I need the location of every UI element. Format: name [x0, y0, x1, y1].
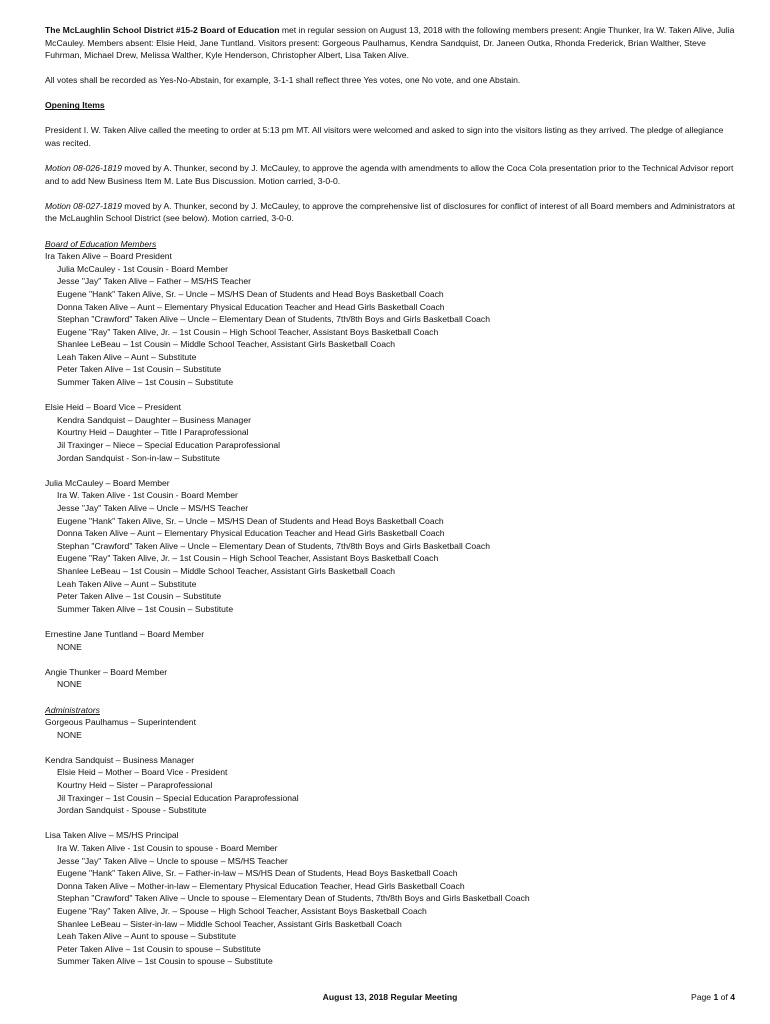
- group-title: Gorgeous Paulhamus – Superintendent: [45, 717, 196, 728]
- relation-group: [45, 829, 735, 968]
- relation-entry: Kourtny Heid – Daughter – Title I Paraprofessional: [57, 427, 249, 438]
- relation-entry: NONE: [57, 679, 82, 690]
- relation-entry: Stephan "Crawford" Taken Alive – Uncle – Elementary Dean of Students, 7th/8th Boys and Girls Basketball Coach: [57, 540, 491, 551]
- relation-entry: Jesse "Jay" Taken Alive – Father – MS/HS Teacher: [57, 276, 251, 287]
- relation-entry: Eugene "Hank" Taken Alive, Sr. – Uncle – MS/HS Dean of Students and Head Boys Basketball Coach: [57, 515, 444, 526]
- group-title: Ernestine Jane Tuntland – Board Member: [45, 628, 205, 639]
- relation-group: [45, 754, 735, 817]
- page-current: 1: [713, 992, 719, 1002]
- relation-entry: Summer Taken Alive – 1st Cousin to spouse – Substitute: [57, 956, 273, 967]
- relation-entry: Jordan Sandquist - Spouse - Substitute: [57, 805, 207, 816]
- page-prefix: Page: [691, 992, 714, 1002]
- group-title: Julia McCauley – Board Member: [45, 477, 170, 488]
- relation-entry: Jesse "Jay" Taken Alive – Uncle – MS/HS Teacher: [57, 503, 249, 513]
- motion-id: Motion 08-026-1819: [45, 163, 122, 174]
- relation-entry: Eugene "Hank" Taken Alive, Sr. – Uncle – MS/HS Dean of Students and Head Boys Basketball Coach: [57, 288, 444, 299]
- intro-lead: The McLaughlin School District #15-2 Board of Education: [45, 25, 280, 35]
- board-members-heading: Board of Education Members: [45, 238, 157, 249]
- relation-entry: Jesse "Jay" Taken Alive – Uncle to spouse – MS/HS Teacher: [57, 855, 288, 866]
- relation-entry: Kourtny Heid – Sister – Paraprofessional: [57, 780, 213, 791]
- page-total: 4: [730, 992, 735, 1002]
- opening-paragraph: President I. W. Taken Alive called the meeting to order at 5:13 pm MT. All visitors were welcomed and asked to sign into the visitors listing as they arrived. The pledge of allegiance was recited.: [45, 125, 724, 149]
- intro-paragraph: [45, 24, 735, 62]
- relation-entry: Jordan Sandquist - Son-in-law – Substitute: [57, 452, 220, 463]
- relation-entry: Jil Traxinger – 1st Cousin – Special Education Paraprofessional: [57, 792, 299, 803]
- intro-rest: met in regular session on August 13, 2018 with the following members present: Angie Thunker, Ira W. Taken Alive, Julia McCauley. Members absent: Elsie Heid, Jane Tuntland. Visitors present: Gorgeous Paulhamus, Kendra Sandquist, Dr. Janeen Outka, Rhonda Frederick, Brian Walther, Steve Fuhrman, Michael Drew, Melissa Walther, Kyle Henderson, Christopher Albert, Lisa Taken Alive.: [45, 25, 735, 61]
- relation-entry: Stephan "Crawford" Taken Alive – Uncle – Elementary Dean of Students, 7th/8th Boys and Girls Basketball Coach: [57, 314, 491, 325]
- relation-entry: Ira W. Taken Alive - 1st Cousin - Board Member: [57, 490, 238, 501]
- relation-group: [45, 666, 735, 691]
- group-title: Angie Thunker – Board Member: [45, 666, 168, 677]
- relation-entry: Shanlee LeBeau – Sister-in-law – Middle School Teacher, Assistant Girls Basketball Coach: [57, 918, 402, 929]
- relation-entry: Ira W. Taken Alive - 1st Cousin to spouse - Board Member: [57, 843, 278, 854]
- relation-entry: Leah Taken Alive – Aunt – Substitute: [57, 578, 197, 589]
- motion-id: Motion 08-027-1819: [45, 200, 122, 211]
- relation-entry: Peter Taken Alive – 1st Cousin – Substitute: [57, 364, 222, 375]
- board-members-list: [45, 250, 735, 691]
- relation-entry: Kendra Sandquist – Daughter – Business Manager: [57, 414, 251, 425]
- relation-entry: Eugene "Ray" Taken Alive, Jr. – 1st Cousin – High School Teacher, Assistant Boys Basketball Coach: [57, 553, 439, 564]
- relation-entry: Donna Taken Alive – Mother-in-law – Elementary Physical Education Teacher, Head Girls Basketball Coach: [57, 880, 465, 891]
- group-title: Kendra Sandquist – Business Manager: [45, 754, 195, 765]
- relation-entry: NONE: [57, 641, 82, 652]
- relation-entry: Stephan "Crawford" Taken Alive – Uncle to spouse – Elementary Dean of Students, 7th/8th Boys and Girls Basketball Coach: [57, 893, 530, 904]
- relation-entry: Donna Taken Alive – Aunt – Elementary Physical Education Teacher and Head Girls Basketball Coach: [57, 301, 445, 312]
- administrators-heading: Administrators: [45, 704, 100, 715]
- relation-entry: Peter Taken Alive – 1st Cousin to spouse – Substitute: [57, 943, 261, 954]
- relation-group: [45, 477, 735, 616]
- relation-entry: Summer Taken Alive – 1st Cousin – Substitute: [57, 377, 234, 388]
- page-of: of: [718, 992, 731, 1002]
- motion-text: moved by A. Thunker, second by J. McCauley, to approve the agenda with amendments to allow the Coca Cola presentation prior to the Technical Advisor report and to add New Business Item M. Late Bus Discussion. Motion carried, 3-0-0.: [45, 163, 734, 186]
- relation-entry: Eugene "Ray" Taken Alive, Jr. – Spouse – High School Teacher, Assistant Boys Basketball Coach: [57, 906, 427, 916]
- relation-entry: Eugene "Hank" Taken Alive, Sr. – Father-in-law – MS/HS Dean of Students, Head Boys Basketball Coach: [57, 868, 458, 879]
- group-title: Elsie Heid – Board Vice – President: [45, 402, 181, 413]
- motion-text: moved by A. Thunker, second by J. McCauley, to approve the comprehensive list of disclosures for conflict of interest of all Board members and Administrators at the McLaughlin School District (see below). Motion carried, 3-0-0.: [45, 200, 735, 224]
- group-title: Lisa Taken Alive – MS/HS Principal: [45, 830, 179, 841]
- votes-note: All votes shall be recorded as Yes-No-Abstain, for example, 3-1-1 shall reflect three Yes votes, one No vote, and one Abstain.: [45, 75, 521, 86]
- relation-entry: Leah Taken Alive – Aunt – Substitute: [57, 351, 197, 362]
- page-number: [691, 991, 735, 1004]
- motion-paragraph: [45, 162, 735, 187]
- relation-group: [45, 628, 735, 653]
- footer-meeting-label: August 13, 2018 Regular Meeting: [322, 992, 458, 1002]
- relation-entry: Peter Taken Alive – 1st Cousin – Substitute: [57, 591, 222, 602]
- opening-items-heading: Opening Items: [45, 100, 105, 111]
- administrators-list: [45, 716, 735, 968]
- relation-entry: Donna Taken Alive – Aunt – Elementary Physical Education Teacher and Head Girls Basketball Coach: [57, 528, 445, 539]
- relation-group: [45, 716, 735, 741]
- relation-entry: Eugene "Ray" Taken Alive, Jr. – 1st Cousin – High School Teacher, Assistant Boys Basketball Coach: [57, 326, 439, 337]
- page-footer: [45, 991, 735, 1003]
- relation-entry: Shanlee LeBeau – 1st Cousin – Middle School Teacher, Assistant Girls Basketball Coach: [57, 565, 396, 576]
- document-page: [45, 24, 735, 981]
- relation-entry: Elsie Heid – Mother – Board Vice - President: [57, 767, 228, 778]
- motion-paragraph: [45, 200, 735, 225]
- relation-entry: Shanlee LeBeau – 1st Cousin – Middle School Teacher, Assistant Girls Basketball Coach: [57, 339, 396, 350]
- relation-entry: NONE: [57, 729, 82, 740]
- relation-entry: Jil Traxinger – Niece – Special Education Paraprofessional: [57, 440, 281, 451]
- relation-entry: Leah Taken Alive – Aunt to spouse – Substitute: [57, 931, 237, 942]
- relation-group: [45, 401, 735, 464]
- relation-group: [45, 250, 735, 389]
- relation-entry: Julia McCauley - 1st Cousin - Board Member: [57, 263, 228, 274]
- group-title: Ira Taken Alive – Board President: [45, 251, 172, 262]
- relation-entry: Summer Taken Alive – 1st Cousin – Substitute: [57, 603, 234, 614]
